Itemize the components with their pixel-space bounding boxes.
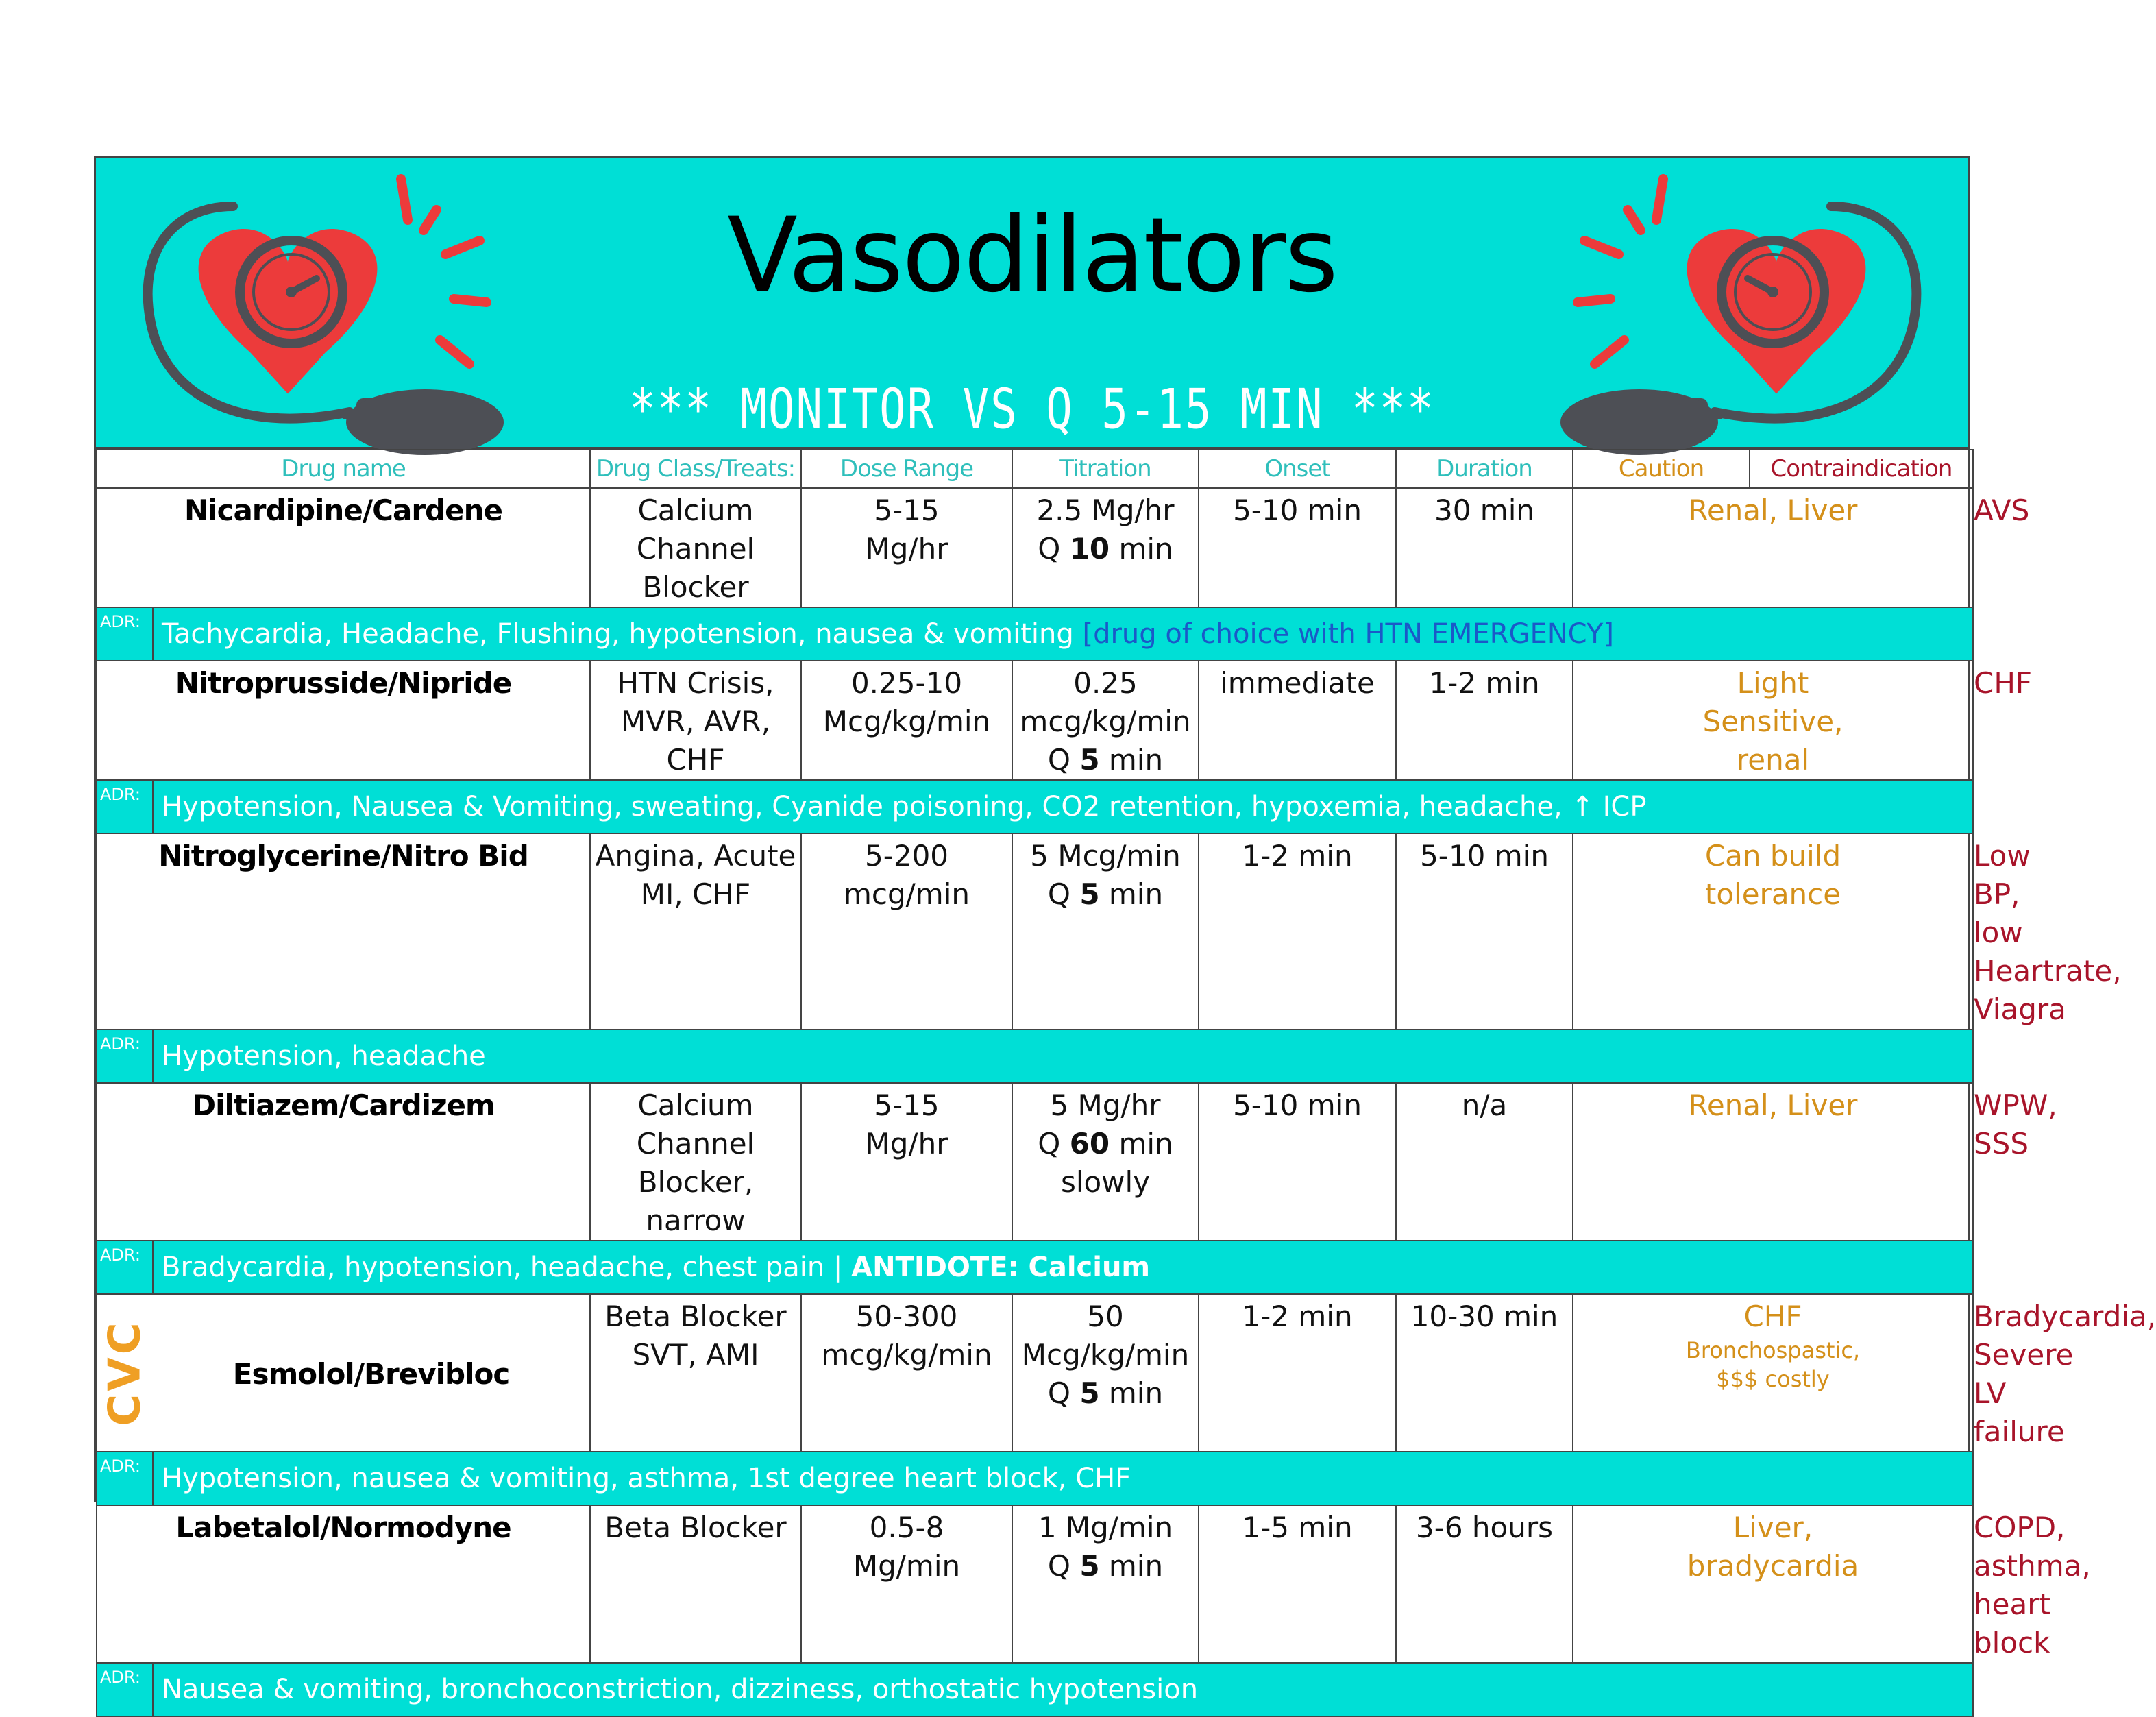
drug-class: [590, 833, 801, 1030]
caution-line: renal: [1736, 743, 1810, 777]
drug-name: Esmolol/Brevibloc: [153, 1294, 590, 1452]
titration-minutes: 10: [1069, 532, 1110, 565]
adr-row: [97, 1663, 1973, 1716]
duration: 1-2 min: [1396, 661, 1573, 780]
dose-line: 5-15: [874, 494, 940, 527]
column-header-row: [97, 450, 1973, 488]
adr-row: [97, 1241, 1973, 1294]
dose-line: Mg/hr: [865, 1127, 948, 1160]
titration-line: 2.5 Mg/hr: [1036, 494, 1175, 527]
adr-text: [153, 1030, 1973, 1083]
drug-sheet: [94, 156, 2156, 1705]
titration: [1012, 833, 1199, 1030]
dose-range: [801, 1083, 1012, 1241]
col-onset: Onset: [1199, 450, 1396, 488]
duration: 30 min: [1396, 488, 1573, 607]
cvc-label: [97, 1295, 154, 1451]
dose-range: [801, 1505, 1012, 1663]
drug-class: [590, 488, 801, 607]
titration-unit: min: [1099, 743, 1164, 777]
caution-line: bradycardia: [1687, 1549, 1859, 1583]
titration-interval: [1013, 875, 1198, 914]
caution: [1573, 1505, 1973, 1663]
col-drug-class: Drug Class/Treats:: [590, 450, 801, 488]
adr-label: ADR:: [97, 1241, 153, 1294]
drug-class: [590, 1294, 801, 1452]
titration-unit: min: [1099, 877, 1164, 911]
titration-line: mcg/kg/min: [1020, 705, 1191, 738]
adr-text: [153, 1241, 1973, 1294]
titration-q: Q: [1047, 1549, 1080, 1583]
class-line: Angina, Acute: [595, 839, 796, 873]
onset: 5-10 min: [1199, 488, 1396, 607]
titration-q: Q: [1047, 877, 1080, 911]
titration-q: Q: [1038, 532, 1070, 565]
drug-class: [590, 1505, 801, 1663]
adr-text: [153, 1452, 1973, 1505]
class-line: Channel Blocker: [636, 532, 755, 604]
adr-text: [153, 780, 1973, 833]
drug-row: Labetalol/Normodyne Beta Blocker 0.5-8 Mg/min 1 Mg/min Q 5 min 1-5 min 3-6 hours Liver, bradycardia COPD, asthma, heart block: [97, 1505, 1973, 1663]
drug-table: [96, 449, 2156, 1717]
adr-row: [97, 1030, 1973, 1083]
titration: [1012, 1294, 1199, 1452]
caution-detail: $$$ costly: [1716, 1366, 1830, 1392]
drug-row: CVC Esmolol/Brevibloc Beta Blocker SVT, AMI 50-300 mcg/kg/min 50 Mcg/kg/min Q 5 min 1-2 min 10-30 min CHF Bronchospastic, $$$ costly Bradycardia, Severe LV failure: [97, 1294, 1973, 1452]
dose-line: 5-15: [874, 1088, 940, 1122]
dose-line: 50-300: [855, 1300, 958, 1333]
titration-line: 1 Mg/min: [1038, 1511, 1173, 1544]
adr-effects: Hypotension, headache: [162, 1040, 486, 1072]
class-line: Channel: [636, 1127, 755, 1160]
header-banner: [96, 158, 1968, 449]
titration-interval: [1013, 1547, 1198, 1585]
onset: immediate: [1199, 661, 1396, 780]
adr-effects: Hypotension, nausea & vomiting, asthma, 1st degree heart block, CHF: [162, 1463, 1131, 1494]
adr-text: [153, 1663, 1973, 1716]
titration-unit: min: [1099, 1376, 1164, 1410]
adr-label: ADR:: [97, 1663, 153, 1716]
duration: 5-10 min: [1396, 833, 1573, 1030]
class-line: Calcium: [637, 1088, 754, 1122]
caution-line: Light: [1737, 666, 1809, 700]
col-titration: Titration: [1012, 450, 1199, 488]
titration-q: Q: [1038, 1127, 1070, 1160]
drug-row: Nitroglycerine/Nitro Bid Angina, Acute MI, CHF 5-200 mcg/min 5 Mcg/min Q 5 min 1-2 min 5-10 min Can build tolerance Low BP, low Heartrate, Viagra: [97, 833, 1973, 1030]
adr-label: ADR:: [97, 1030, 153, 1083]
drug-name: Labetalol/Normodyne: [97, 1505, 590, 1663]
duration: 3-6 hours: [1396, 1505, 1573, 1663]
adr-effects: Tachycardia, Headache, Flushing, hypotension, nausea & vomiting: [162, 618, 1083, 650]
titration-interval: [1013, 1125, 1198, 1163]
caution-line: Liver,: [1732, 1511, 1813, 1544]
caution: [1573, 1294, 1973, 1452]
col-dose-range: Dose Range: [801, 450, 1012, 488]
titration: [1012, 1505, 1199, 1663]
caution-line: CHF: [1743, 1300, 1802, 1333]
dose-range: [801, 1294, 1012, 1452]
dose-line: mcg/min: [843, 877, 970, 911]
caution-line: tolerance: [1704, 877, 1841, 911]
page-title: Vasodilators: [727, 196, 1337, 315]
adr-row: [97, 607, 1973, 661]
titration-q: Q: [1047, 743, 1080, 777]
drug-row: Diltiazem/Cardizem Calcium Channel Blocker, narrow 5-15 Mg/hr 5 Mg/hr Q 60 min slowly 5-10 min n/a Renal, Liver WPW, SSS: [97, 1083, 1973, 1241]
dose-range: [801, 661, 1012, 780]
titration-unit: min: [1110, 1127, 1173, 1160]
class-line: SVT, AMI: [632, 1338, 759, 1372]
dose-line: 0.5-8: [869, 1511, 944, 1544]
dose-range: [801, 833, 1012, 1030]
adr-row: [97, 1452, 1973, 1505]
class-line: MVR, AVR, CHF: [620, 705, 771, 777]
caution-line: Sensitive,: [1702, 705, 1843, 738]
drug-class: [590, 1083, 801, 1241]
titration-line: 0.25: [1073, 666, 1138, 700]
adr-effects: Bradycardia, hypotension, headache, chest pain |: [162, 1252, 852, 1283]
class-line: Blocker, narrow: [637, 1165, 754, 1237]
dose-line: Mg/min: [853, 1549, 961, 1583]
titration-minutes: 5: [1079, 1376, 1100, 1410]
caution-line: Renal, Liver: [1688, 1088, 1858, 1122]
caution-detail: Bronchospastic,: [1685, 1337, 1861, 1363]
class-line: Beta Blocker: [604, 1300, 787, 1333]
caution: [1573, 661, 1973, 780]
caution-line: Can build: [1704, 839, 1841, 873]
duration: n/a: [1396, 1083, 1573, 1241]
drug-name: Nitroglycerine/Nitro Bid: [97, 833, 590, 1030]
dose-range: [801, 488, 1012, 607]
adr-note: [drug of choice with HTN EMERGENCY]: [1082, 618, 1614, 650]
drug-row: Nicardipine/Cardene Calcium Channel Blocker 5-15 Mg/hr 2.5 Mg/hr Q 10 min 5-10 min 30 min Renal, Liver AVS: [97, 488, 1973, 607]
col-caution: Caution: [1573, 450, 1750, 488]
adr-label: ADR:: [97, 780, 153, 833]
caution: [1573, 833, 1973, 1030]
monitor-banner-text: *** MONITOR VS Q 5-15 MIN ***: [629, 378, 1435, 442]
titration-minutes: 5: [1079, 743, 1100, 777]
onset: 1-5 min: [1199, 1505, 1396, 1663]
cvc-cell: [97, 1294, 153, 1452]
titration-line: slowly: [1060, 1165, 1151, 1199]
adr-label: ADR:: [97, 607, 153, 661]
col-drug-name: Drug name: [97, 450, 590, 488]
adr-text: [153, 607, 1973, 661]
titration-interval: [1013, 530, 1198, 568]
adr-effects: Hypotension, Nausea & Vomiting, sweating, Cyanide poisoning, CO2 retention, hypoxemia, headache, ↑ ICP: [162, 791, 1647, 823]
caution: [1573, 1083, 1973, 1241]
dose-line: mcg/kg/min: [821, 1338, 992, 1372]
heart-gauge-icon: [1557, 165, 1941, 449]
titration-interval: [1013, 741, 1198, 779]
dose-line: 0.25-10: [850, 666, 963, 700]
titration-line: 50: [1087, 1300, 1124, 1333]
class-line: HTN Crisis,: [617, 666, 774, 700]
titration: [1012, 661, 1199, 780]
caution-line: Renal, Liver: [1688, 494, 1858, 527]
drug-name: Nitroprusside/Nipride: [97, 661, 590, 780]
adr-effects: Nausea & vomiting, bronchoconstriction, dizziness, orthostatic hypotension: [162, 1674, 1199, 1705]
titration-minutes: 5: [1079, 1549, 1100, 1583]
titration: [1012, 488, 1199, 607]
caution: [1573, 488, 1973, 607]
adr-antidote: ANTIDOTE: Calcium: [851, 1252, 1151, 1283]
onset: 1-2 min: [1199, 1294, 1396, 1452]
drug-name: Diltiazem/Cardizem: [97, 1083, 590, 1241]
titration-q: Q: [1047, 1376, 1080, 1410]
dose-line: Mcg/kg/min: [822, 705, 991, 738]
dose-line: Mg/hr: [865, 532, 948, 565]
titration-line: 5 Mcg/min: [1030, 839, 1181, 873]
onset: 1-2 min: [1199, 833, 1396, 1030]
cvc-text: CVC: [100, 1319, 151, 1426]
titration-line: Mcg/kg/min: [1021, 1338, 1190, 1372]
onset: 5-10 min: [1199, 1083, 1396, 1241]
titration-unit: min: [1110, 532, 1173, 565]
titration: [1012, 1083, 1199, 1241]
class-line: Beta Blocker: [604, 1511, 787, 1544]
class-line: MI, CHF: [640, 877, 751, 911]
drug-name: Nicardipine/Cardene: [97, 488, 590, 607]
drug-row: Nitroprusside/Nipride HTN Crisis, MVR, AVR, CHF 0.25-10 Mcg/kg/min 0.25 mcg/kg/min Q 5 min immediate 1-2 min Light Sensitive, renal CHF: [97, 661, 1973, 780]
titration-line: 5 Mg/hr: [1050, 1088, 1161, 1122]
duration: 10-30 min: [1396, 1294, 1573, 1452]
adr-row: [97, 780, 1973, 833]
col-duration: Duration: [1396, 450, 1573, 488]
drug-class: [590, 661, 801, 780]
col-contraindication: Contraindication: [1750, 450, 1973, 488]
class-line: Calcium: [637, 494, 754, 527]
dose-line: 5-200: [864, 839, 949, 873]
titration-minutes: 60: [1069, 1127, 1110, 1160]
adr-label: ADR:: [97, 1452, 153, 1505]
titration-minutes: 5: [1079, 877, 1100, 911]
titration-unit: min: [1099, 1549, 1164, 1583]
titration-interval: [1013, 1374, 1198, 1413]
